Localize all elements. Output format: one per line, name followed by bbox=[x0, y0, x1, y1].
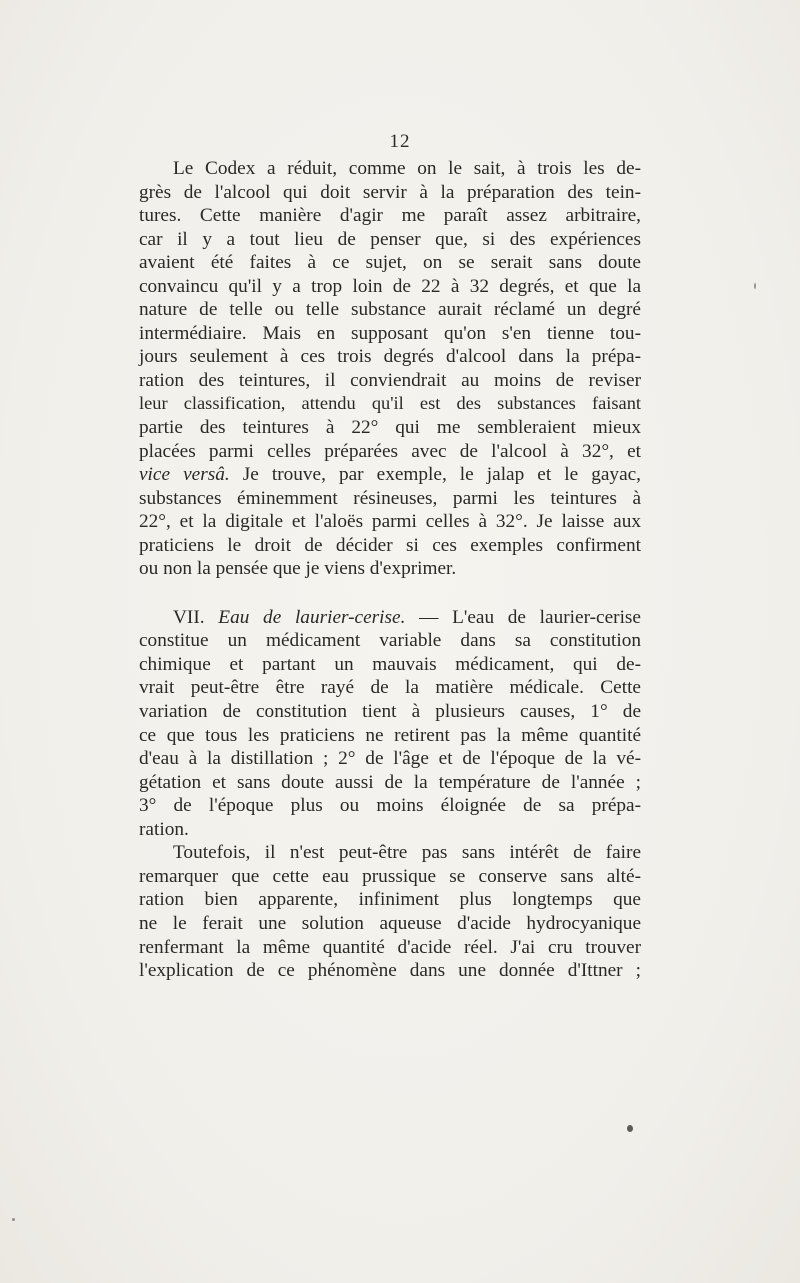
text-line: ration bien apparente, infiniment plus longtemps que bbox=[139, 889, 641, 911]
ink-speck bbox=[627, 1125, 633, 1132]
text-line: intermédiaire. Mais en supposant qu'on s'en tienne tou- bbox=[139, 322, 641, 344]
text-line: ou non la pensée que je viens d'exprimer. bbox=[139, 558, 457, 580]
text-line: remarquer que cette eau prussique se conserve sans alté- bbox=[139, 865, 641, 887]
ink-speck bbox=[754, 283, 756, 289]
text-line: nature de telle ou telle substance aurait réclamé un degré bbox=[139, 299, 641, 321]
body-text bbox=[139, 157, 641, 983]
text-line: constitue un médicament variable dans sa constitution bbox=[139, 630, 641, 652]
text-line: avaient été faites à ce sujet, on se serait sans doute bbox=[139, 252, 641, 274]
text-line: leur classification, attendu qu'il est des substances faisant bbox=[139, 393, 641, 414]
section-title: Eau de laurier-cerise. bbox=[218, 606, 406, 628]
text-line: substances éminemment résineuses, parmi les teintures à bbox=[139, 487, 641, 509]
text-fragment: Je trouve, par exemple, le jalap et le gayac, bbox=[229, 464, 642, 486]
text-line: tures. Cette manière d'agir me paraît assez arbitraire, bbox=[139, 205, 641, 227]
text-line: car il y a tout lieu de penser que, si des expériences bbox=[139, 228, 641, 250]
text-line: renfermant la même quantité d'acide réel. J'ai cru trouver bbox=[139, 936, 641, 958]
paragraph-laurier-cerise bbox=[139, 606, 641, 841]
text-line: Le Codex a réduit, comme on le sait, à trois les de- bbox=[173, 158, 641, 179]
paragraph-codex bbox=[139, 157, 641, 581]
text-line: grès de l'alcool qui doit servir à la préparation des tein- bbox=[139, 181, 641, 203]
text-line bbox=[139, 463, 641, 487]
ink-speck bbox=[12, 1218, 15, 1221]
text-fragment: — L'eau de laurier-cerise bbox=[405, 606, 641, 628]
section-heading-line bbox=[139, 606, 641, 630]
text-line: vrait peut-être être rayé de la matière médicale. Cette bbox=[139, 677, 641, 699]
italic-phrase: vice versâ. bbox=[139, 464, 230, 486]
section-number: VII. bbox=[173, 606, 205, 628]
text-line: ration des teintures, il conviendrait au moins de reviser bbox=[139, 369, 641, 391]
text-line: d'eau à la distillation ; 2° de l'âge et de l'époque de la vé- bbox=[139, 748, 641, 770]
text-line: Toutefois, il n'est peut-être pas sans intérêt de faire bbox=[173, 842, 641, 864]
paragraph-toutefois bbox=[139, 841, 641, 982]
text-line: ce que tous les praticiens ne retirent pas la même quantité bbox=[139, 724, 641, 746]
text-line: 3° de l'époque plus ou moins éloignée de sa prépa- bbox=[139, 795, 641, 817]
text-line: ration. bbox=[139, 818, 189, 840]
text-line: praticiens le droit de décider si ces exemples confirment bbox=[139, 534, 641, 556]
page-number: 12 bbox=[389, 131, 411, 152]
text-line: jours seulement à ces trois degrés d'alcool dans la prépa- bbox=[139, 346, 641, 368]
text-line: partie des teintures à 22° qui me sembleraient mieux bbox=[139, 417, 641, 439]
text-line: placées parmi celles préparées avec de l'alcool à 32°, et bbox=[139, 440, 641, 462]
text-line: 22°, et la digitale et l'aloës parmi celles à 32°. Je laisse aux bbox=[139, 511, 641, 533]
text-line: convaincu qu'il y a trop loin de 22 à 32 degrés, et que la bbox=[139, 275, 641, 297]
text-line: chimique et partant un mauvais médicament, qui de- bbox=[139, 653, 641, 675]
text-line: variation de constitution tient à plusieurs causes, 1° de bbox=[139, 701, 641, 723]
text-line: gétation et sans doute aussi de la température de l'année ; bbox=[139, 771, 641, 793]
text-line: ne le ferait une solution aqueuse d'acide hydrocyanique bbox=[139, 912, 641, 934]
text-line: l'explication de ce phénomène dans une donnée d'Ittner ; bbox=[139, 960, 641, 982]
